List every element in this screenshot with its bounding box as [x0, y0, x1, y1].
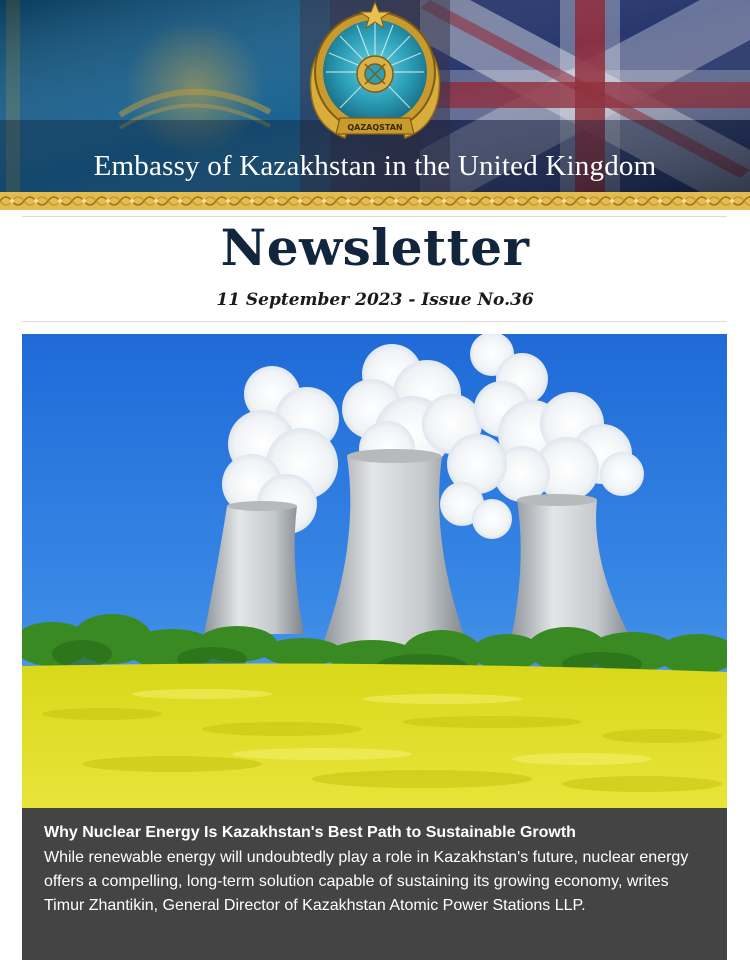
ornament-border — [0, 192, 750, 210]
article-card[interactable] — [22, 808, 727, 960]
bottom-divider — [22, 321, 727, 322]
issue-date: 11 September 2023 - Issue No.36 — [216, 290, 534, 310]
embassy-title: Embassy of Kazakhstan in the United Kingdom — [93, 150, 657, 182]
article-summary: While renewable energy will undoubtedly play a role in Kazakhstan's future, nuclear energy offers a compelling, long-term solution capable of sustaining its growing economy, writes Timur Zhantikin, General Director of Kazakhstan Atomic Power Stations LLP. — [44, 849, 689, 914]
cooling-towers-image[interactable] — [22, 334, 727, 808]
header-banner — [0, 0, 750, 192]
article-title-link[interactable]: Why Nuclear Energy Is Kazakhstan's Best Path to Sustainable Growth — [44, 824, 576, 841]
top-divider — [22, 216, 727, 217]
hero-image[interactable] — [22, 334, 727, 808]
svg-text:QAZAQSTAN: QAZAQSTAN — [347, 123, 403, 132]
newsletter-title: Newsletter — [220, 218, 530, 277]
